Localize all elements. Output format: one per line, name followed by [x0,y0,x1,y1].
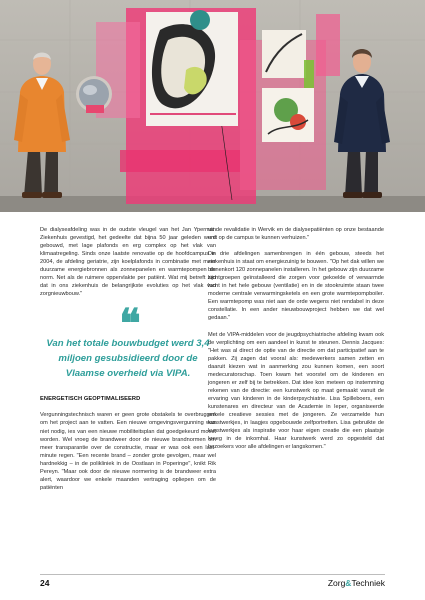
art-paragraph: Met de VIPA-middelen voor de jeugdpsychiatrische afdeling kwam ook de verplichting om een aandeel in kunst te steunen. Dennis Jacques: "Het was al direct de optie van de directie om dat participatief aan te pakken. Zij zagen dat vooral als: medewerkers samen zetten en daaruit kiezen wat in aanmerking zou kunnen komen, een soort medecuratorschap. Toen kwam het voorstel om de kinderen en jongeren er zelf bij te betrekken. Dat idee kon meteen op instemming rekenen van de directie: een kunstwerk op maat gemaakt vanuit de ervaring van kinderen in de kinderpsychiatrie. Lisa Spilleboers, een kunstenares en directeur van de Academie in Ieper, organiseerde enkele creatieve sessies met de jongeren. Ze verzamelde hun kunstwerkjes, in laagjes opgebouwde zelfportretten. Lisa gebruikte de kunstwerkjes als inspiratie voor haar eigen creatie die een plaatsje kreeg in de inkomhal. Haar kunstwerk werd zo opgesteld dat bezoekers voor alle afdelingen er langskomen." [208,331,384,451]
continuation-paragraph: uit de revalidatie in Wervik en de dialysepatiënten op onze bestaande unit op de campus te kunnen verhuizen." [208,227,384,242]
brand-ampersand: & [345,578,352,588]
section-heading: ENERGETISCH GEOPTIMALISEERD [40,396,141,403]
brand-left: Zorg [327,578,346,588]
artwork-photo [0,0,425,212]
pull-quote [40,300,216,381]
footer-divider [40,574,385,575]
body-paragraph: Vergunningstechnisch waren er geen grote obstakels te overbruggen om het project aan te vatten. Een nieuwe omgevingsvergunning was niet nodig, ies van een nieuwe mobiliteitsplan dat goedgekeurd moest worden. Wel vroeg de brandweer door de nieuwe brandnormen om meer transparantie over de constructie, maar er was ook een last-minute regen. "Een recente brand – zonder grote gevolgen, maar wel hardnekkig – in de polikliniek in de Oostlaan in Poperinge", knikt Rik Pereyn. "Maar ook door de nieuwe normering is de brandweer extra alert, waardoor we enkele maanden vertraging opliepen om de patiënten [40,412,216,491]
page-number: 24 [40,578,50,588]
left-column [40,226,216,492]
quote-mark-icon: ❝ [119,300,137,348]
magazine-brand [328,578,385,588]
right-column [208,226,384,451]
intro-paragraph: De dialyseafdeling was in de oudste vleugel van het Jan Yperman Ziekenhuis gevestigd, het gedeelte dat bijna 50 jaar geleden werd gebouwd, met lage plafonds en erg complex op het vlak van klimaatregeling. Sinds onze laatste renovatie op de hoofdcampus in 2004, de afdeling geriatrie, zijn koelplafonds in combinatie met meer duurzame energiebronnen als zonnepanelen en warmtepompen de norm. Net als de ruimere oppervlakte per patiënt. Wat mij betreft zijn dat in ons ziekenhuis de belangrijkste evoluties op het vlak van zorgnieuwbouw." [40,227,216,298]
pull-quote-text: Van het totale bouwbudget werd 3,4 miljoen gesubsidieerd door de Vlaamse overheid via VIPA. [46,338,210,380]
header-photo [0,0,425,212]
energy-paragraph: De drie afdelingen samenbrengen in één gebouw, steeds het ziekenhuis in staat om energiezuinig te bouwen. "Op het dak willen we binnenkort 120 zonnepanelen installeren. In het gebouw zijn duurzame luchtgroepen geïnstalleerd die zorgen voor gekoelde of verwarmde lucht in het hele gebouw (ventilatie) en in de stookruimte staan twee moderne centrale verwarmingsketels en een grote warmtepompboiler. Een warmtepomp was niet aan de orde wegens niet rendabel in deze constellatie. In een ander nieuwbouwproject hebben we dat wel gedaan." [208,251,384,322]
brand-right: Techniek [351,578,385,588]
